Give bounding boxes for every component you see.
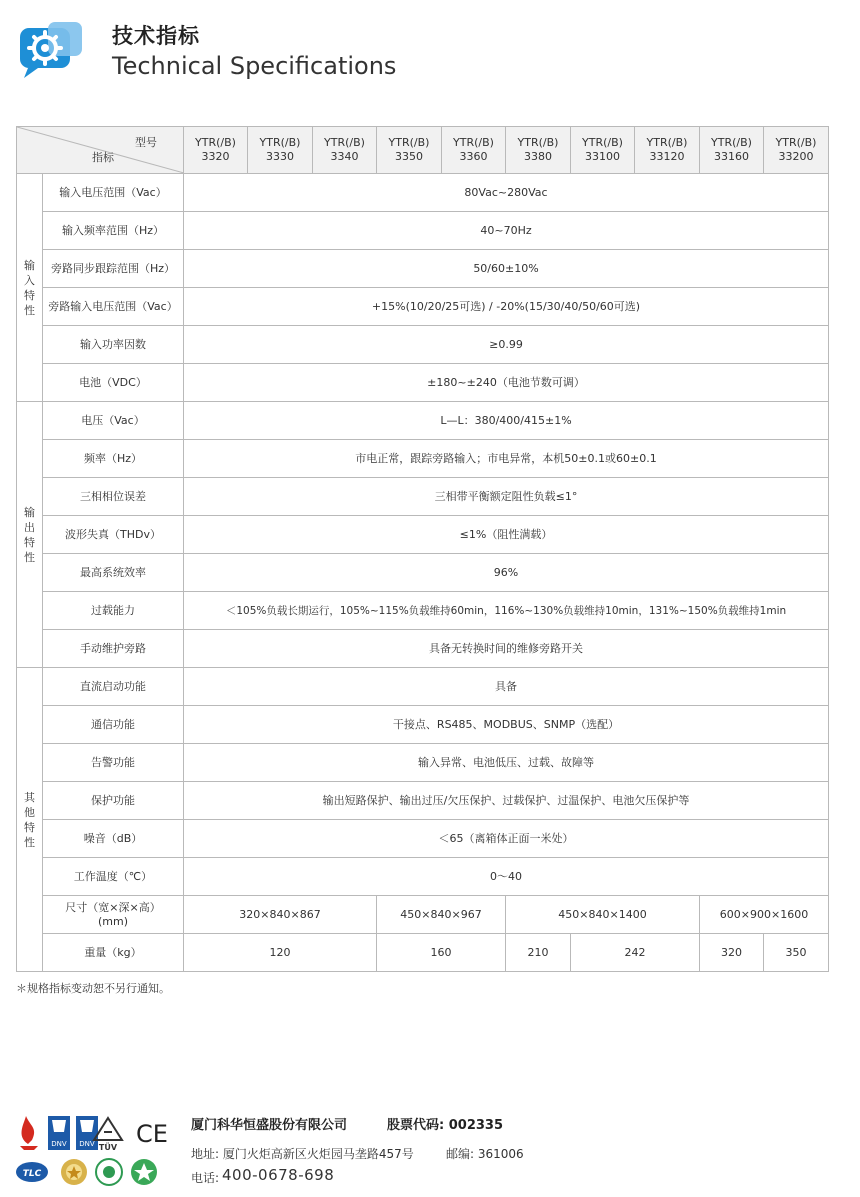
param-value: L—L：380/400/415±1% — [184, 402, 829, 440]
page-title-cn: 技术指标 — [112, 24, 200, 48]
param-label: 旁路同步跟踪范围（Hz） — [43, 250, 184, 288]
param-value: ＜105%负载长期运行，105%~115%负载维持60min，116%~130%负载维持10min，131%~150%负载维持1min — [184, 592, 829, 630]
table-row — [17, 706, 829, 744]
param-value: ＜65（离箱体正面一米处） — [184, 820, 829, 858]
table-row — [17, 592, 829, 630]
param-label: 重量（kg） — [43, 934, 184, 972]
param-value: 50/60±10% — [184, 250, 829, 288]
param-value: 市电正常，跟踪旁路输入；市电异常，本机50±0.1或60±0.1 — [184, 440, 829, 478]
weight-value: 350 — [764, 934, 829, 972]
model-header: YTR(/B) 3340 — [313, 127, 377, 174]
param-value: 具备无转换时间的维修旁路开关 — [184, 630, 829, 668]
table-row — [17, 554, 829, 592]
model-header: YTR(/B) 33200 — [764, 127, 829, 174]
table-row — [17, 820, 829, 858]
category-other: 其他特性 — [17, 668, 43, 972]
param-value: 96% — [184, 554, 829, 592]
model-header: YTR(/B) 33160 — [700, 127, 764, 174]
svg-text:DNV: DNV — [79, 1140, 95, 1148]
table-row — [17, 478, 829, 516]
weight-value: 160 — [377, 934, 506, 972]
table-row — [17, 630, 829, 668]
table-row — [17, 858, 829, 896]
model-header: YTR(/B) 33120 — [635, 127, 700, 174]
gear-device-icon — [18, 20, 86, 80]
size-value: 450×840×1400 — [506, 896, 700, 934]
table-row — [17, 782, 829, 820]
param-label: 三相相位误差 — [43, 478, 184, 516]
param-label: 通信功能 — [43, 706, 184, 744]
table-row — [17, 516, 829, 554]
table-row — [17, 326, 829, 364]
param-value: 三相带平衡额定阻性负载≤1° — [184, 478, 829, 516]
model-header: YTR(/B) 3360 — [442, 127, 506, 174]
phone-label: 电话: — [191, 1171, 220, 1185]
param-value: ±180~±240（电池节数可调） — [184, 364, 829, 402]
category-input: 输入特性 — [17, 174, 43, 402]
dnv-cert-icon — [76, 1116, 98, 1150]
corner-spec-label: 指标 — [92, 151, 114, 164]
param-value: ≤1%（阻性满载） — [184, 516, 829, 554]
param-value: 80Vac~280Vac — [184, 174, 829, 212]
corner-header — [17, 127, 184, 174]
param-label: 告警功能 — [43, 744, 184, 782]
param-label: 保护功能 — [43, 782, 184, 820]
green-star-cert-icon — [131, 1159, 157, 1185]
diagonal-line — [17, 127, 184, 173]
flame-logo-icon — [20, 1116, 38, 1150]
svg-text:TLC: TLC — [22, 1169, 42, 1179]
size-value: 600×900×1600 — [700, 896, 829, 934]
tuv-cert-icon — [94, 1118, 122, 1152]
weight-value: 320 — [700, 934, 764, 972]
param-label: 电池（VDC） — [43, 364, 184, 402]
table-row — [17, 934, 829, 972]
company-address: 地址: 厦门火炬高新区火炬园马垄路457号 — [191, 1147, 414, 1161]
table-row — [17, 212, 829, 250]
model-header: YTR(/B) 3380 — [506, 127, 571, 174]
param-label: 输入频率范围（Hz） — [43, 212, 184, 250]
param-value: +15%(10/20/25可选) / -20%(15/30/40/50/60可选) — [184, 288, 829, 326]
param-label: 过载能力 — [43, 592, 184, 630]
param-label: 波形失真（THDv） — [43, 516, 184, 554]
postal-code: 邮编: 361006 — [446, 1147, 524, 1161]
param-label: 工作温度（℃） — [43, 858, 184, 896]
param-value: 输出短路保护、输出过压/欠压保护、过载保护、过温保护、电池欠压保护等 — [184, 782, 829, 820]
stock-code: 股票代码: 002335 — [387, 1118, 503, 1133]
dnv-cert-icon — [48, 1116, 70, 1150]
certification-logos — [14, 1110, 184, 1190]
table-row — [17, 174, 829, 212]
model-header: YTR(/B) 3320 — [184, 127, 248, 174]
footnote: ＊规格指标变动恕不另行通知。 — [16, 982, 170, 995]
table-row — [17, 744, 829, 782]
table-row — [17, 364, 829, 402]
param-value: 输入异常、电池低压、过载、故障等 — [184, 744, 829, 782]
category-output: 输出特性 — [17, 402, 43, 668]
svg-text:DNV: DNV — [51, 1140, 67, 1148]
table-row — [17, 250, 829, 288]
header-row — [17, 127, 829, 174]
size-value: 450×840×967 — [377, 896, 506, 934]
param-label: 手动维护旁路 — [43, 630, 184, 668]
param-label: 输入功率因数 — [43, 326, 184, 364]
weight-value: 120 — [184, 934, 377, 972]
weight-value: 210 — [506, 934, 571, 972]
table-row — [17, 896, 829, 934]
param-value: 干接点、RS485、MODBUS、SNMP（选配） — [184, 706, 829, 744]
param-label: 旁路输入电压范围（Vac） — [43, 288, 184, 326]
param-value: 40~70Hz — [184, 212, 829, 250]
param-value: 具备 — [184, 668, 829, 706]
size-value: 320×840×867 — [184, 896, 377, 934]
model-header: YTR(/B) 33100 — [571, 127, 635, 174]
ce-mark-icon: CE — [136, 1120, 168, 1148]
param-value: 0～40 — [184, 858, 829, 896]
weight-value: 242 — [571, 934, 700, 972]
phone-number: 400-0678-698 — [222, 1166, 335, 1184]
param-label: 尺寸（宽×深×高） (mm) — [43, 896, 184, 934]
table-row — [17, 440, 829, 478]
table-row — [17, 668, 829, 706]
param-label: 最高系统效率 — [43, 554, 184, 592]
param-label: 直流启动功能 — [43, 668, 184, 706]
model-header: YTR(/B) 3350 — [377, 127, 442, 174]
param-label: 频率（Hz） — [43, 440, 184, 478]
tlc-cert-icon — [16, 1162, 48, 1182]
award-seal-icon — [61, 1159, 87, 1185]
model-header: YTR(/B) 3330 — [248, 127, 313, 174]
table-row — [17, 288, 829, 326]
param-label: 输入电压范围（Vac） — [43, 174, 184, 212]
corner-model-label: 型号 — [135, 136, 157, 149]
param-value: ≥0.99 — [184, 326, 829, 364]
param-label: 电压（Vac） — [43, 402, 184, 440]
svg-text:TÜV: TÜV — [98, 1143, 118, 1152]
page-title-en: Technical Specifications — [112, 52, 397, 80]
green-cert-icon — [96, 1159, 122, 1185]
company-name: 厦门科华恒盛股份有限公司 — [191, 1118, 348, 1133]
spec-table — [16, 126, 829, 972]
param-label: 噪音（dB） — [43, 820, 184, 858]
table-row — [17, 402, 829, 440]
